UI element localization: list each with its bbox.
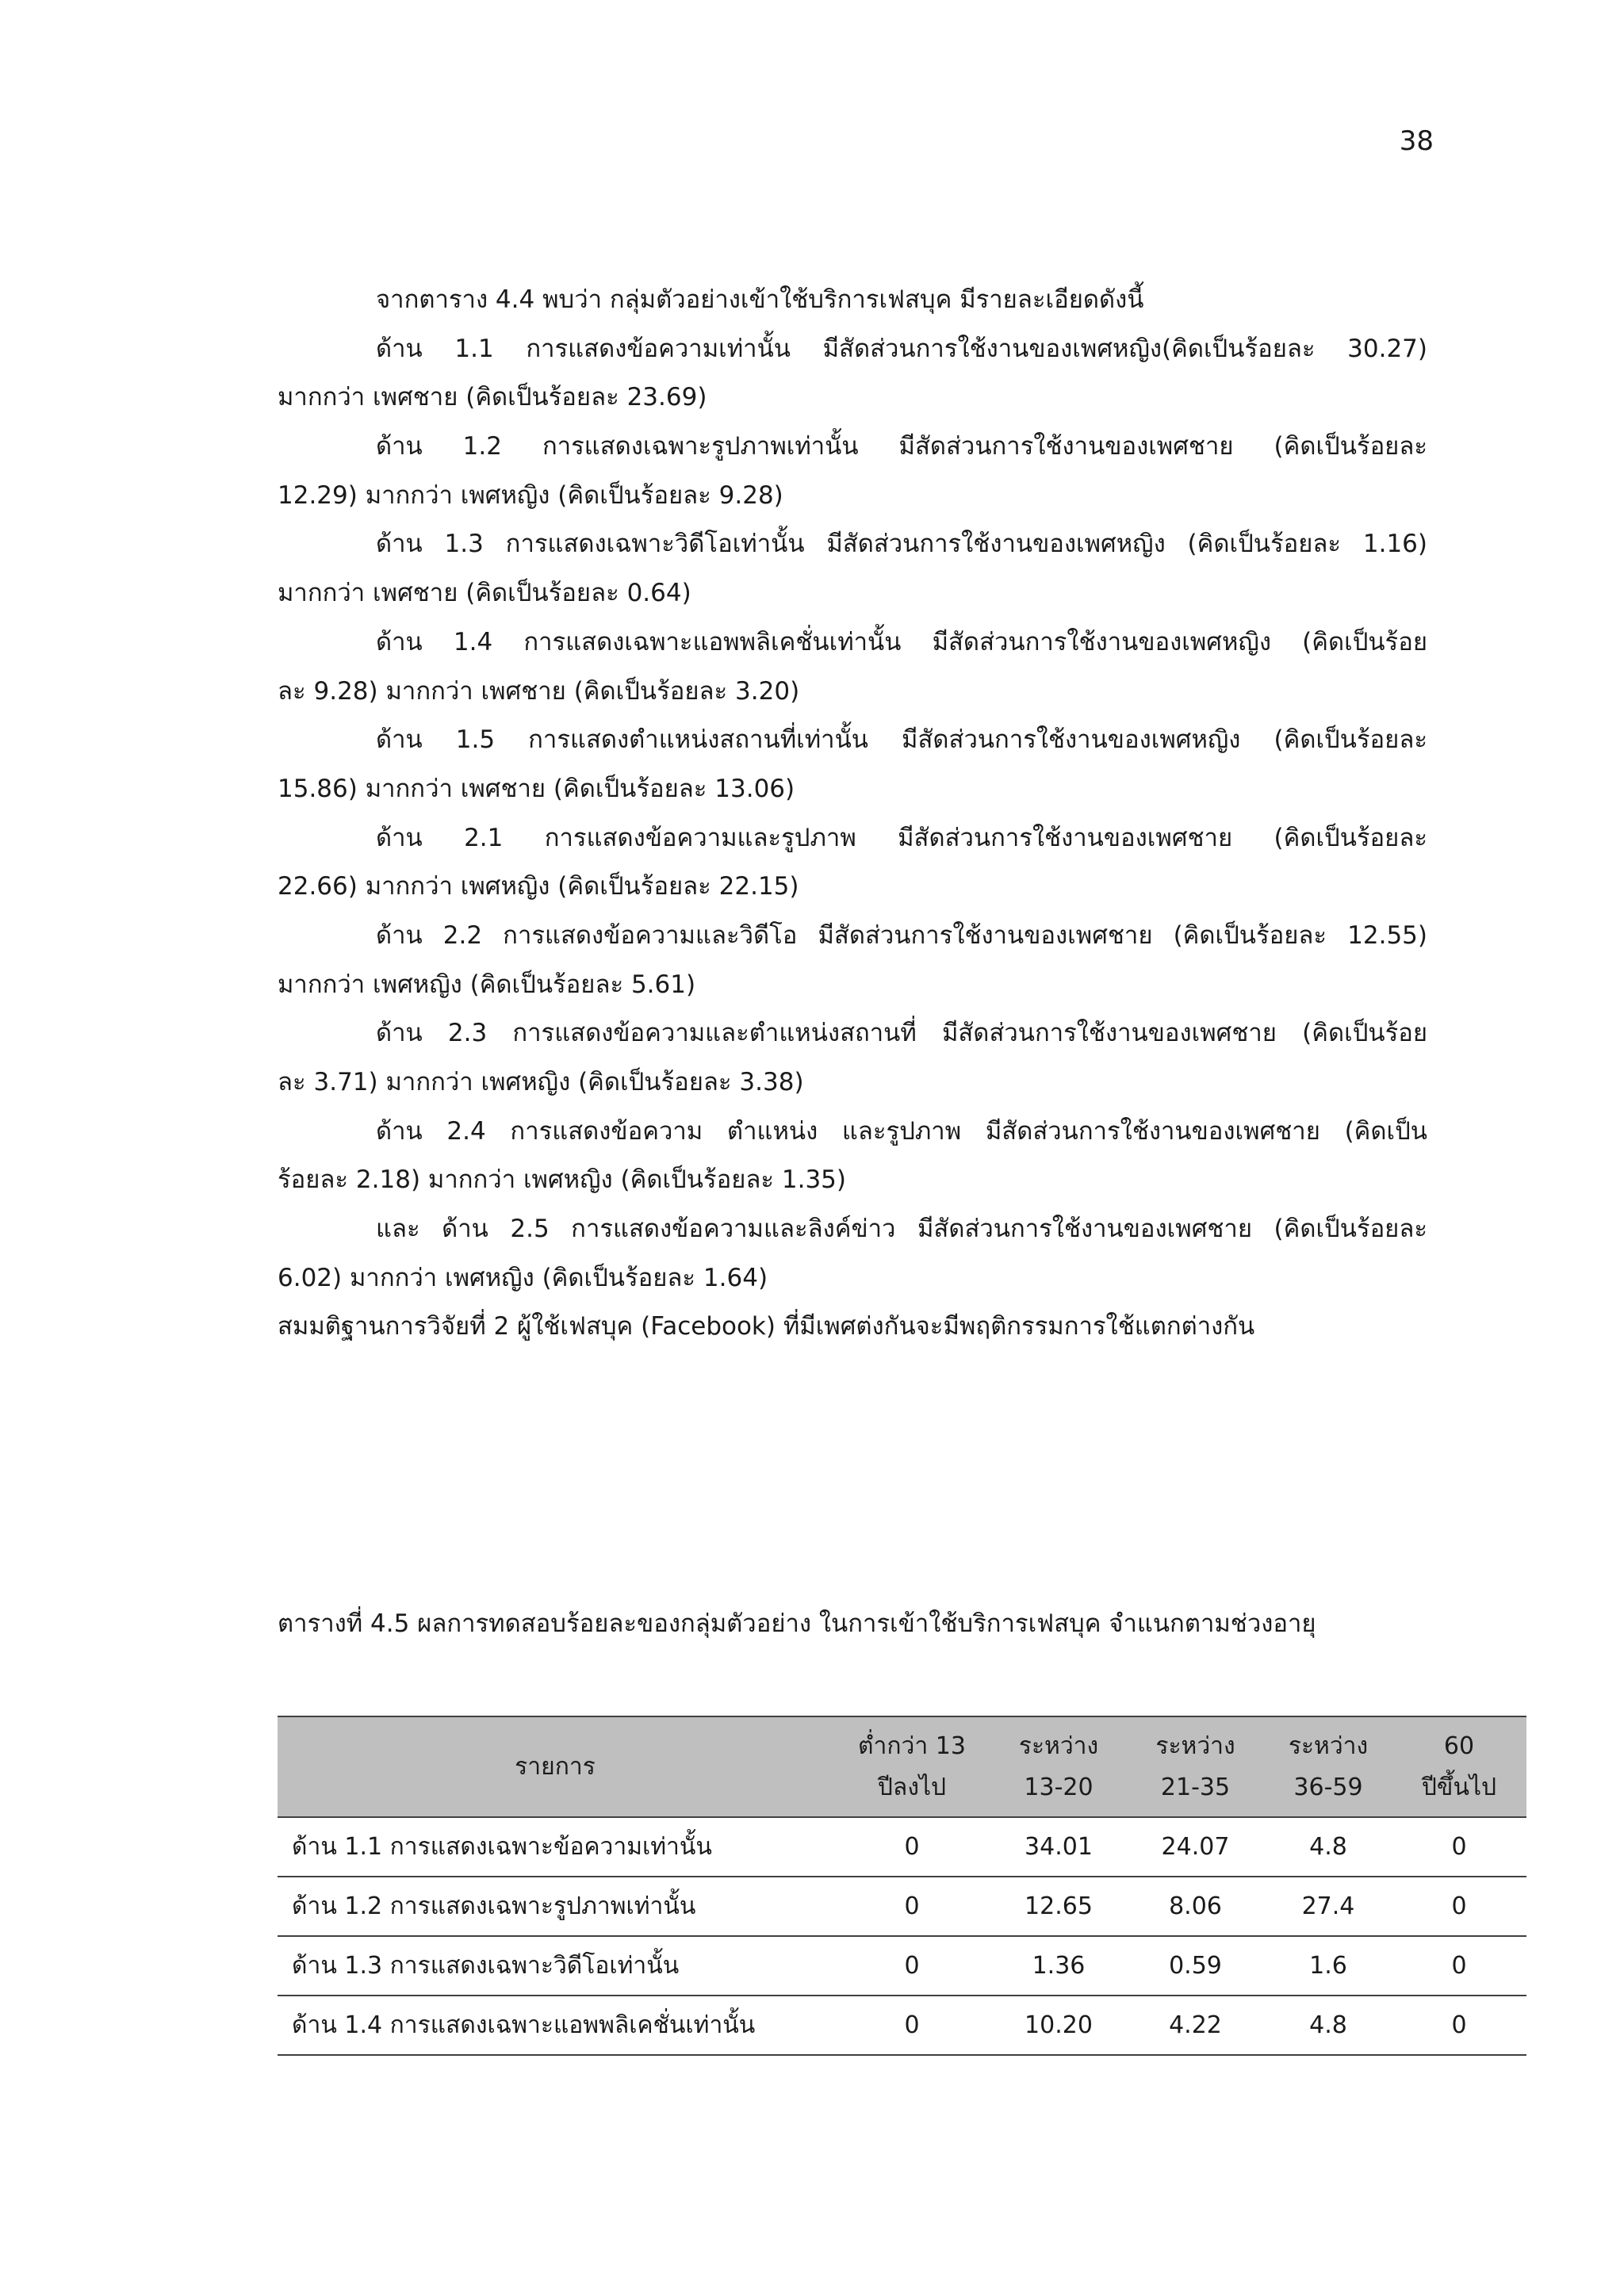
header-item-label: รายการ	[515, 1753, 596, 1781]
header-13-20-line-1: ระหว่าง	[1018, 1732, 1099, 1760]
header-13-20-line-2: 13-20	[1024, 1773, 1094, 1801]
paragraph-1-3-line-1: ด้าน 1.3 การแสดงเฉพาะวิดีโอเท่านั้น มีสัดส่วนการใช้งานของเพศหญิง (คิดเป็นร้อยละ 1.16)	[376, 530, 1427, 559]
header-under-13	[833, 1716, 991, 1817]
paragraph-1-1-line-2: มากกว่า เพศชาย (คิดเป็นร้อยละ 23.69)	[278, 383, 707, 412]
table-cell: 8.06	[1126, 1877, 1265, 1936]
header-60-plus	[1392, 1716, 1526, 1817]
hypothesis-statement: สมมติฐานการวิจัยที่ 2 ผู้ใช้เฟสบุค (Facebook) ที่มีเพศต่งกันจะมีพฤติกรรมการใช้แตกต่างกัน	[278, 1312, 1255, 1341]
header-under-13-line-2: ปีลงไป	[877, 1773, 947, 1801]
table-cell: 0	[833, 1877, 991, 1936]
paragraph-2-5-line-2: 6.02) มากกว่า เพศหญิง (คิดเป็นร้อยละ 1.64)	[278, 1263, 768, 1292]
paragraph-intro-line: จากตาราง 4.4 พบว่า กลุ่มตัวอย่างเข้าใช้บริการเฟสบุค มีรายละเอียดดังนี้	[376, 285, 1144, 314]
paragraph-2-1-line-2: 22.66) มากกว่า เพศหญิง (คิดเป็นร้อยละ 22.15)	[278, 872, 799, 901]
paragraph-2-4-line-1: ด้าน 2.4 การแสดงข้อความ ตำแหน่ง และรูปภาพ มีสัดส่วนการใช้งานของเพศชาย (คิดเป็น	[376, 1116, 1427, 1146]
table-cell: 0.59	[1126, 1936, 1265, 1996]
header-item	[278, 1716, 833, 1817]
paragraph-2-5-line-1: และ ด้าน 2.5 การแสดงข้อความและลิงค์ข่าว มีสัดส่วนการใช้งานของเพศชาย (คิดเป็นร้อยละ	[376, 1215, 1427, 1244]
header-21-35-line-1: ระหว่าง	[1155, 1732, 1235, 1760]
header-21-35-line-2: 21-35	[1160, 1773, 1231, 1801]
row-item: ด้าน 1.1 การแสดงเฉพาะข้อความเท่านั้น	[278, 1817, 833, 1877]
table-cell: 0	[1392, 1877, 1526, 1936]
table-cell: 24.07	[1126, 1817, 1265, 1877]
paragraph-1-4-line-2: ละ 9.28) มากกว่า เพศชาย (คิดเป็นร้อยละ 3.20)	[278, 676, 800, 706]
table-cell: 1.6	[1265, 1936, 1392, 1996]
header-under-13-line-1: ต่ำกว่า 13	[858, 1732, 966, 1760]
row-item: ด้าน 1.3 การแสดงเฉพาะวิดีโอเท่านั้น	[278, 1936, 833, 1996]
paragraph-1-5-line-2: 15.86) มากกว่า เพศชาย (คิดเป็นร้อยละ 13.06)	[278, 774, 795, 803]
paragraph-1-4-line-1: ด้าน 1.4 การแสดงเฉพาะแอพพลิเคชั่นเท่านั้น มีสัดส่วนการใช้งานของเพศหญิง (คิดเป็นร้อย	[376, 627, 1427, 656]
header-60-plus-line-1: 60	[1443, 1732, 1475, 1760]
paragraph-2-3-line-2: ละ 3.71) มากกว่า เพศหญิง (คิดเป็นร้อยละ 3.38)	[278, 1068, 804, 1096]
paragraph-2-2-line-2: มากกว่า เพศหญิง (คิดเป็นร้อยละ 5.61)	[278, 970, 696, 999]
table-cell: 27.4	[1265, 1877, 1392, 1936]
row-item: ด้าน 1.2 การแสดงเฉพาะรูปภาพเท่านั้น	[278, 1877, 833, 1936]
table-cell: 1.36	[991, 1936, 1126, 1996]
paragraph-1-2-line-1: ด้าน 1.2 การแสดงเฉพาะรูปภาพเท่านั้น มีสัดส่วนการใช้งานของเพศชาย (คิดเป็นร้อยละ	[376, 432, 1427, 461]
row-item: ด้าน 1.4 การแสดงเฉพาะแอพพลิเคชั่นเท่านั้น	[278, 1996, 833, 2055]
table-cell: 0	[1392, 1996, 1526, 2055]
header-36-59	[1265, 1716, 1392, 1817]
page-number: 38	[1399, 125, 1434, 157]
table-cell: 4.22	[1126, 1996, 1265, 2055]
header-36-59-line-2: 36-59	[1293, 1773, 1363, 1801]
paragraph-2-2-line-1: ด้าน 2.2 การแสดงข้อความและวิดีโอ มีสัดส่วนการใช้งานของเพศชาย (คิดเป็นร้อยละ 12.55)	[376, 920, 1427, 950]
paragraph-2-1-line-1: ด้าน 2.1 การแสดงข้อความและรูปภาพ มีสัดส่วนการใช้งานของเพศชาย (คิดเป็นร้อยละ	[376, 823, 1427, 852]
table-row	[278, 1877, 1526, 1936]
paragraph-1-2-line-2: 12.29) มากกว่า เพศหญิง (คิดเป็นร้อยละ 9.28)	[278, 480, 783, 510]
table-cell: 10.20	[991, 1996, 1126, 2055]
table-cell: 12.65	[991, 1877, 1126, 1936]
table-cell: 34.01	[991, 1817, 1126, 1877]
paragraph-1-3-line-2: มากกว่า เพศชาย (คิดเป็นร้อยละ 0.64)	[278, 579, 691, 608]
table-cell: 0	[1392, 1936, 1526, 1996]
table-row	[278, 1817, 1526, 1877]
table-cell: 0	[833, 1817, 991, 1877]
table-cell: 4.8	[1265, 1996, 1392, 2055]
paragraph-2-4-line-2: ร้อยละ 2.18) มากกว่า เพศหญิง (คิดเป็นร้อยละ 1.35)	[278, 1165, 846, 1195]
table-cell: 4.8	[1265, 1817, 1392, 1877]
paragraph-1-1-line-1: ด้าน 1.1 การแสดงข้อความเท่านั้น มีสัดส่วนการใช้งานของเพศหญิง(คิดเป็นร้อยละ 30.27)	[376, 334, 1427, 363]
table-cell: 0	[833, 1996, 991, 2055]
table-row	[278, 1996, 1526, 2055]
paragraph-2-3-line-1: ด้าน 2.3 การแสดงข้อความและตำแหน่งสถานที่ มีสัดส่วนการใช้งานของเพศชาย (คิดเป็นร้อย	[376, 1019, 1427, 1048]
body-text	[278, 276, 1427, 1352]
header-60-plus-line-2: ปีขึ้นไป	[1421, 1773, 1497, 1801]
table-cell: 0	[1392, 1817, 1526, 1877]
header-21-35	[1126, 1716, 1265, 1817]
paragraph-1-5-line-1: ด้าน 1.5 การแสดงตำแหน่งสถานที่เท่านั้น มีสัดส่วนการใช้งานของเพศหญิง (คิดเป็นร้อยละ	[376, 725, 1427, 755]
header-36-59-line-1: ระหว่าง	[1288, 1732, 1369, 1760]
age-group-table	[278, 1716, 1526, 2056]
header-13-20	[991, 1716, 1126, 1817]
table-cell: 0	[833, 1936, 991, 1996]
table-caption: ตารางที่ 4.5 ผลการทดสอบร้อยละของกลุ่มตัวอย่าง ในการเข้าใช้บริการเฟสบุค จำแนกตามช่วงอายุ	[278, 1609, 1316, 1638]
table-header-row	[278, 1716, 1526, 1817]
table-row	[278, 1936, 1526, 1996]
